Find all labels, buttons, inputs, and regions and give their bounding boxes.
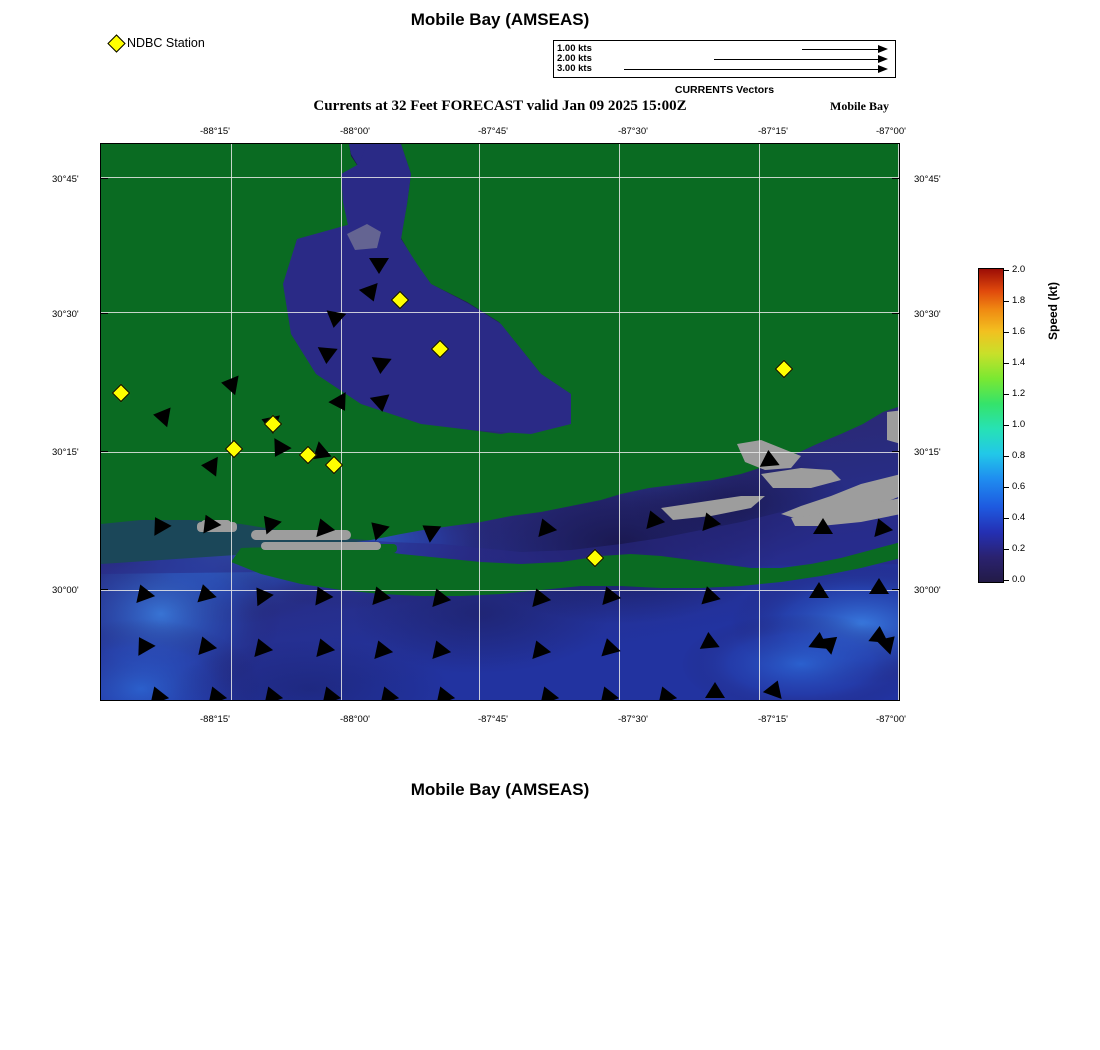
colorbar-tick-label: 1.6 bbox=[1012, 326, 1026, 337]
axis-tick bbox=[100, 451, 108, 452]
colorbar-title: Speed (kt) bbox=[1046, 281, 1060, 340]
axis-tick bbox=[100, 178, 108, 179]
axis-label-x-top: -87°00' bbox=[876, 126, 906, 137]
region-label: Mobile Bay bbox=[830, 99, 889, 113]
vector-head-1 bbox=[878, 45, 888, 53]
axis-label-y-right: 30°45' bbox=[914, 174, 941, 185]
axis-label-x-top: -88°15' bbox=[200, 126, 230, 137]
colorbar-tick-label: 0.4 bbox=[1012, 512, 1026, 523]
forecast-subtitle: Currents at 32 Feet FORECAST valid Jan 09 2025 15:00Z bbox=[313, 98, 687, 114]
axis-label-y-left: 30°30' bbox=[52, 309, 79, 320]
vector-scale-label-1: 1.00 kts bbox=[557, 43, 592, 54]
axis-tick bbox=[892, 313, 900, 314]
diamond-marker-icon bbox=[107, 34, 125, 52]
axis-label-y-right: 30°30' bbox=[914, 309, 941, 320]
axis-label-y-left: 30°15' bbox=[52, 447, 79, 458]
ndbc-legend-label: NDBC Station bbox=[127, 36, 205, 50]
colorbar-tickmark bbox=[1004, 394, 1009, 395]
axis-tick bbox=[100, 313, 108, 314]
colorbar-tick-label: 1.8 bbox=[1012, 295, 1026, 306]
colorbar-tick-label: 0.8 bbox=[1012, 450, 1026, 461]
axis-tick bbox=[100, 589, 108, 590]
ndbc-station-legend bbox=[110, 36, 205, 50]
colorbar-tickmark bbox=[1004, 518, 1009, 519]
vector-shaft-2 bbox=[714, 59, 880, 60]
axis-label-x-bottom: -87°45' bbox=[478, 714, 508, 725]
colorbar-tickmark bbox=[1004, 580, 1009, 581]
axis-label-y-right: 30°15' bbox=[914, 447, 941, 458]
colorbar-tick-label: 1.4 bbox=[1012, 357, 1026, 368]
colorbar-tick-label: 0.0 bbox=[1012, 574, 1026, 585]
axis-label-x-bottom: -87°30' bbox=[618, 714, 648, 725]
vector-head-2 bbox=[878, 55, 888, 63]
axis-label-x-bottom: -88°00' bbox=[340, 714, 370, 725]
colorbar-tickmark bbox=[1004, 301, 1009, 302]
colorbar-tickmark bbox=[1004, 487, 1009, 488]
colorbar-tickmark bbox=[1004, 270, 1009, 271]
colorbar-tick-label: 0.2 bbox=[1012, 543, 1026, 554]
current-vectors bbox=[101, 144, 900, 701]
colorbar-tickmark bbox=[1004, 456, 1009, 457]
page-title: Mobile Bay (AMSEAS) bbox=[410, 10, 590, 29]
vector-shaft-1 bbox=[802, 49, 880, 50]
colorbar-tick-label: 0.6 bbox=[1012, 481, 1026, 492]
axis-label-x-bottom: -88°15' bbox=[200, 714, 230, 725]
axis-label-x-top: -87°30' bbox=[618, 126, 648, 137]
axis-tick bbox=[892, 451, 900, 452]
colorbar-tickmark bbox=[1004, 332, 1009, 333]
vector-scale-key bbox=[553, 40, 896, 78]
axis-label-y-left: 30°00' bbox=[52, 585, 79, 596]
vector-head-3 bbox=[878, 65, 888, 73]
axis-label-y-left: 30°45' bbox=[52, 174, 79, 185]
vector-key-caption: CURRENTS Vectors bbox=[674, 84, 775, 96]
vector-shaft-3 bbox=[624, 69, 880, 70]
map-canvas[interactable] bbox=[100, 143, 900, 701]
colorbar-tickmark bbox=[1004, 425, 1009, 426]
axis-label-y-right: 30°00' bbox=[914, 585, 941, 596]
axis-label-x-top: -87°15' bbox=[758, 126, 788, 137]
axis-label-x-bottom: -87°15' bbox=[758, 714, 788, 725]
vector-scale-label-3: 3.00 kts bbox=[557, 63, 592, 74]
axis-label-x-top: -88°00' bbox=[340, 126, 370, 137]
axis-tick bbox=[892, 589, 900, 590]
colorbar-tickmark bbox=[1004, 549, 1009, 550]
vector-scale-label-2: 2.00 kts bbox=[557, 53, 592, 64]
colorbar-tickmark bbox=[1004, 363, 1009, 364]
speed-colorbar bbox=[978, 268, 1004, 583]
colorbar-tick-label: 1.0 bbox=[1012, 419, 1026, 430]
colorbar-tick-label: 2.0 bbox=[1012, 264, 1026, 275]
axis-tick bbox=[892, 178, 900, 179]
colorbar-tick-label: 1.2 bbox=[1012, 388, 1026, 399]
axis-label-x-top: -87°45' bbox=[478, 126, 508, 137]
bottom-title: Mobile Bay (AMSEAS) bbox=[410, 780, 590, 799]
axis-label-x-bottom: -87°00' bbox=[876, 714, 906, 725]
